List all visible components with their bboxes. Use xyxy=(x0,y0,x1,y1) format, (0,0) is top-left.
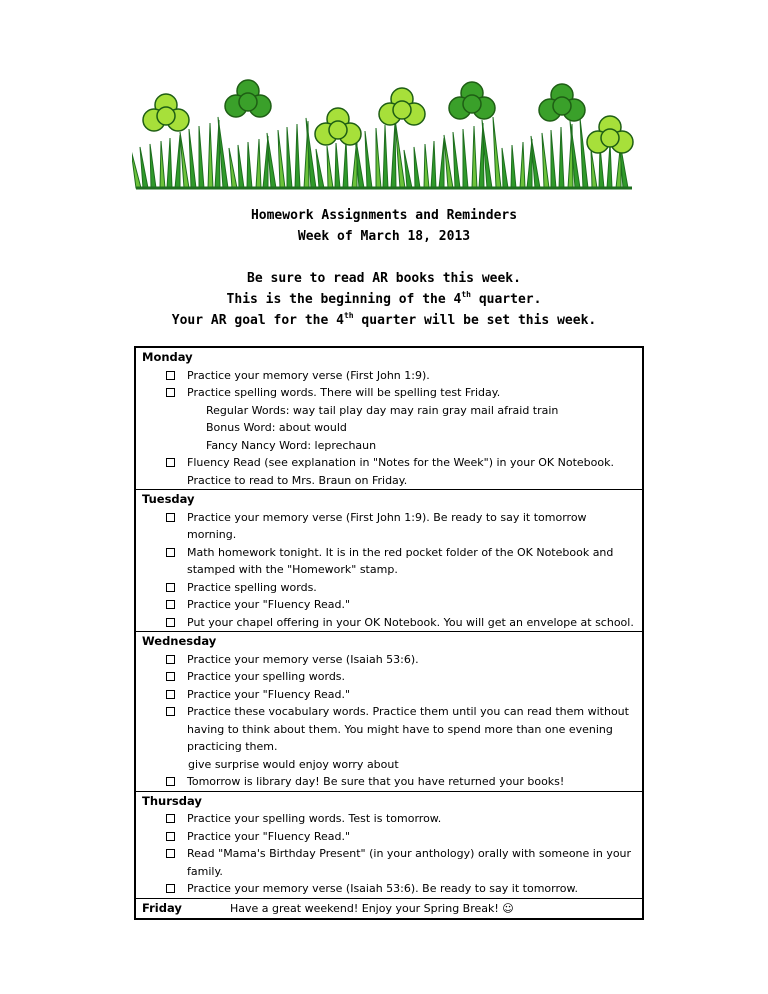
checkbox[interactable] xyxy=(166,884,175,893)
grass-blade xyxy=(591,149,597,188)
grass-blade xyxy=(404,150,412,188)
day-label: Tuesday xyxy=(142,492,195,506)
day-friday xyxy=(136,898,642,919)
grass-blade xyxy=(238,145,244,188)
task-item: Practice your spelling words. Test is tomorrow. xyxy=(142,810,642,828)
checkbox[interactable] xyxy=(166,690,175,699)
regular-words: Regular Words: way tail play day may rain gray mail afraid train xyxy=(206,403,559,417)
grass-blade xyxy=(189,129,196,188)
checkbox[interactable] xyxy=(166,583,175,592)
grass-blade xyxy=(520,142,525,188)
grass-blade xyxy=(287,127,292,188)
task-item: Math homework tonight. It is in the red pocket folder of the OK Notebook and stamped with the "Homework" stamp. xyxy=(142,544,642,579)
task-item: Tomorrow is library day! Be sure that you have returned your books! xyxy=(142,773,642,791)
grass-blade xyxy=(160,141,165,188)
grass-blade xyxy=(607,143,612,188)
grass-blade xyxy=(551,130,556,188)
grass-blade xyxy=(180,132,189,188)
task-item: Practice spelling words. There will be spelling test Friday. xyxy=(142,384,642,402)
checkbox[interactable] xyxy=(166,371,175,380)
checkbox[interactable] xyxy=(166,672,175,681)
grass-blade xyxy=(132,150,141,188)
grass-blade xyxy=(295,124,300,188)
grass-blade xyxy=(502,148,508,188)
day-label: Monday xyxy=(142,350,193,364)
checkbox[interactable] xyxy=(166,655,175,664)
task-item: Read "Mama's Birthday Present" (in your anthology) orally with someone in your family. xyxy=(142,845,642,880)
grass-blade xyxy=(414,147,420,188)
task-item: Practice these vocabulary words. Practice them until you can read them without having to think about them. You might have to spend more than one evening practicing them. xyxy=(142,703,642,756)
shamrock-icon xyxy=(143,80,633,153)
day-monday xyxy=(136,348,642,489)
grass-blade xyxy=(278,130,285,188)
task-item: Put your chapel offering in your OK Notebook. You will get an envelope at school. xyxy=(142,614,642,632)
grass-blade xyxy=(431,141,436,188)
task-item: Practice your memory verse (First John 1:9). xyxy=(142,367,642,385)
checkbox[interactable] xyxy=(166,458,175,467)
grass-blade xyxy=(376,128,381,188)
grass-blade xyxy=(527,139,532,188)
checkbox[interactable] xyxy=(166,618,175,627)
grass-blade xyxy=(463,129,468,188)
grass-blade xyxy=(208,123,213,188)
task-item: Practice your "Fluency Read." xyxy=(142,828,642,846)
day-label: Friday xyxy=(142,900,182,915)
grass-blade xyxy=(559,127,564,188)
grass-blade xyxy=(365,131,372,188)
grass-blade xyxy=(493,117,501,188)
checkbox[interactable] xyxy=(166,388,175,397)
grass-blade xyxy=(343,140,348,188)
friday-note: Have a great weekend! Enjoy your Spring Break! ☺ xyxy=(230,901,514,915)
grass-blade xyxy=(263,136,268,188)
task-item: Practice your memory verse (First John 1:9). Be ready to say it tomorrow morning. xyxy=(142,509,642,544)
grass-blade xyxy=(391,122,396,188)
grass-blade xyxy=(247,142,252,188)
weekly-schedule-table xyxy=(134,346,644,920)
grass-blade xyxy=(175,135,180,188)
page-title: Homework Assignments and Reminders xyxy=(250,208,518,223)
grass-blade xyxy=(511,145,516,188)
grass-blade xyxy=(580,118,588,188)
grass-blade xyxy=(542,133,549,188)
reminder-ar-books: Be sure to read AR books this week. xyxy=(247,271,521,286)
grass-blade xyxy=(327,146,333,188)
task-item: Practice your memory verse (Isaiah 53:6). xyxy=(142,651,642,669)
vocabulary-words: give surprise would enjoy worry about xyxy=(188,757,399,771)
checkbox[interactable] xyxy=(166,548,175,557)
task-item: Practice your "Fluency Read." xyxy=(142,596,642,614)
day-label: Thursday xyxy=(142,793,202,808)
grass-blade xyxy=(472,126,477,188)
day-tuesday xyxy=(136,489,642,631)
grass-blade xyxy=(335,143,340,188)
bonus-word: Bonus Word: about would xyxy=(206,421,347,434)
reminder-quarter: This is the beginning of the 4th quarter. xyxy=(226,290,542,307)
reminder-ar-goal: Your AR goal for the 4th quarter will be set this week. xyxy=(171,311,597,328)
grass-blade xyxy=(140,147,148,188)
task-item: Practice your memory verse (Isaiah 53:6). Be ready to say it tomorrow. xyxy=(142,880,642,898)
grass-blade xyxy=(395,119,405,188)
day-label: Wednesday xyxy=(142,634,217,648)
grass-blades xyxy=(132,117,628,188)
grass-blade xyxy=(424,144,429,188)
grass-blade xyxy=(439,138,444,188)
checkbox[interactable] xyxy=(166,849,175,858)
grass-blade xyxy=(453,132,460,188)
checkbox[interactable] xyxy=(166,513,175,522)
grass-blade xyxy=(383,125,388,188)
grass-blade xyxy=(199,126,204,188)
shamrock-banner xyxy=(132,76,637,192)
grass-blade xyxy=(256,139,261,188)
task-item: Fluency Read (see explanation in "Notes for the Week") in your OK Notebook. Practice to read to Mrs. Braun on Friday. xyxy=(142,454,642,489)
checkbox[interactable] xyxy=(166,600,175,609)
grass-blade xyxy=(150,144,156,188)
grass-blade xyxy=(444,135,453,188)
checkbox[interactable] xyxy=(166,707,175,716)
day-thursday xyxy=(136,791,642,898)
task-item: Practice your spelling words. xyxy=(142,668,642,686)
week-label: Week of March 18, 2013 xyxy=(297,229,471,244)
fancy-nancy-word: Fancy Nancy Word: leprechaun xyxy=(206,438,377,452)
grass-blade xyxy=(316,149,324,188)
task-item: Practice your "Fluency Read." xyxy=(142,686,642,704)
grass-blade xyxy=(229,148,237,188)
day-wednesday xyxy=(136,631,642,791)
task-item: Practice spelling words. xyxy=(142,579,642,597)
grass-blade xyxy=(167,138,172,188)
checkbox[interactable] xyxy=(166,777,175,786)
checkbox[interactable] xyxy=(166,832,175,841)
checkbox[interactable] xyxy=(166,814,175,823)
